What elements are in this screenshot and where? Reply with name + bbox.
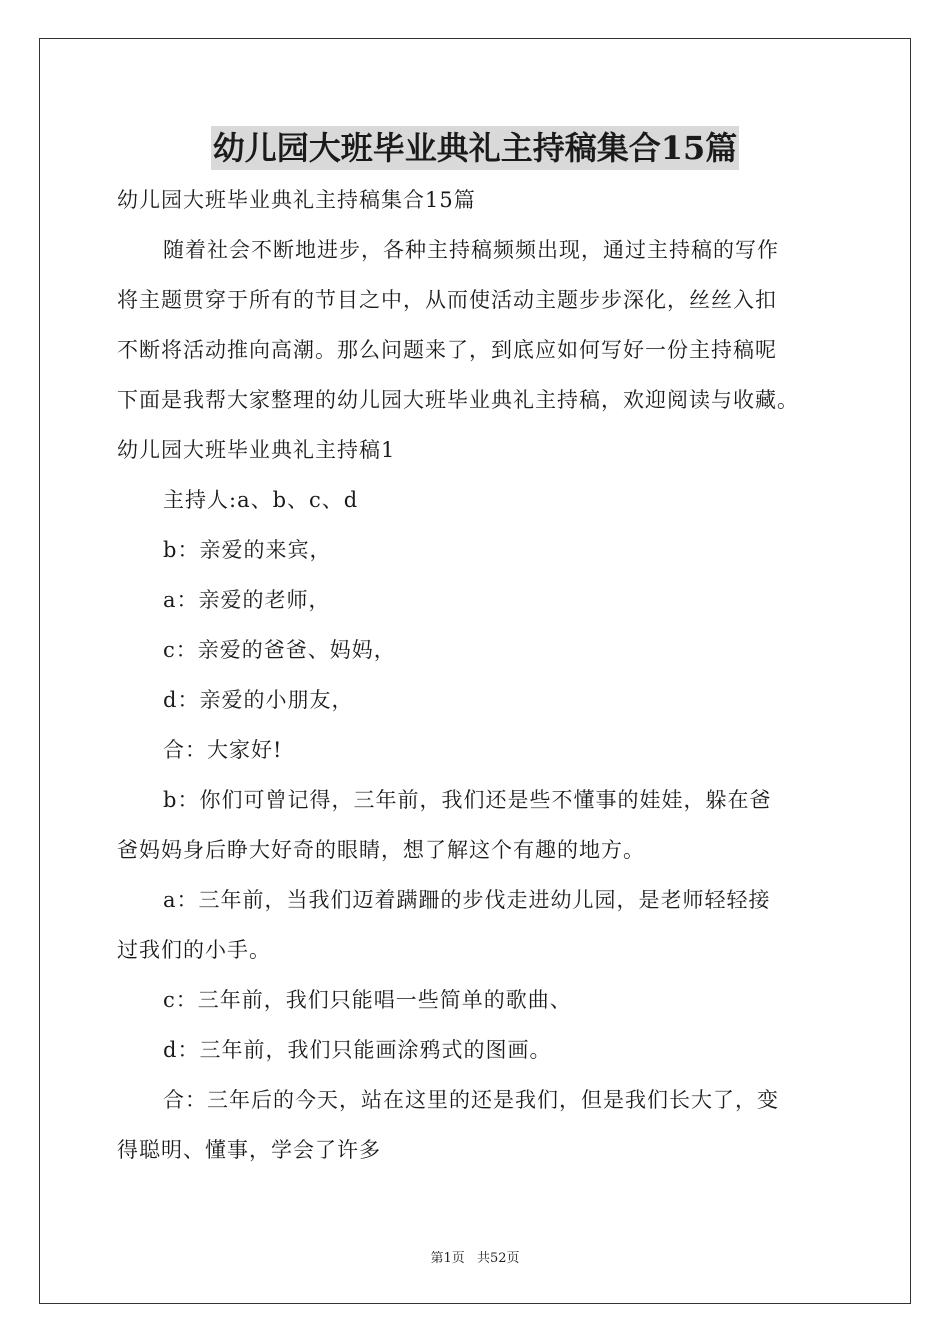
dialogue-line-continued: 得聪明、懂事，学会了许多 [117, 1138, 381, 1162]
page-number: 第1页 [430, 1251, 465, 1266]
intro-line: 下面是我帮大家整理的幼儿园大班毕业典礼主持稿，欢迎阅读与收藏。 [117, 388, 799, 412]
dialogue-line: b：亲爱的来宾， [163, 538, 332, 562]
page-total: 共52页 [476, 1251, 520, 1266]
dialogue-line: b：你们可曾记得，三年前，我们还是些不懂事的娃娃，躲在爸 [163, 788, 772, 812]
dialogue-line: a：亲爱的老师， [163, 588, 331, 612]
page-footer [0, 1247, 950, 1266]
intro-line: 随着社会不断地进步，各种主持稿频频出现，通过主持稿的写作 [163, 238, 779, 262]
dialogue-line: c：亲爱的爸爸、妈妈， [163, 638, 396, 662]
dialogue-line-continued: 过我们的小手。 [117, 938, 271, 962]
dialogue-line: a：三年前，当我们迈着蹒跚的步伐走进幼儿园，是老师轻轻接 [163, 888, 771, 912]
document-subtitle: 幼儿园大班毕业典礼主持稿集合15篇 [117, 188, 476, 212]
intro-line: 不断将活动推向高潮。那么问题来了，到底应如何写好一份主持稿呢 [117, 338, 777, 362]
dialogue-line: d：亲爱的小朋友， [163, 688, 354, 712]
section-heading: 幼儿园大班毕业典礼主持稿1 [117, 438, 396, 462]
dialogue-line: 主持人:a、b、c、d [163, 488, 359, 512]
document-title: 幼儿园大班毕业典礼主持稿集合15篇 [211, 126, 740, 170]
intro-line: 将主题贯穿于所有的节目之中，从而使活动主题步步深化，丝丝入扣 [117, 288, 777, 312]
dialogue-line: 合：大家好! [163, 738, 283, 762]
title-container [0, 126, 950, 170]
dialogue-line: 合：三年后的今天，站在这里的还是我们，但是我们长大了，变 [163, 1088, 779, 1112]
dialogue-line: d：三年前，我们只能画涂鸦式的图画。 [163, 1038, 552, 1062]
document-body [117, 175, 852, 1175]
dialogue-line: c：三年前，我们只能唱一些简单的歌曲、 [163, 988, 572, 1012]
dialogue-line-continued: 爸妈妈身后睁大好奇的眼睛，想了解这个有趣的地方。 [117, 838, 645, 862]
